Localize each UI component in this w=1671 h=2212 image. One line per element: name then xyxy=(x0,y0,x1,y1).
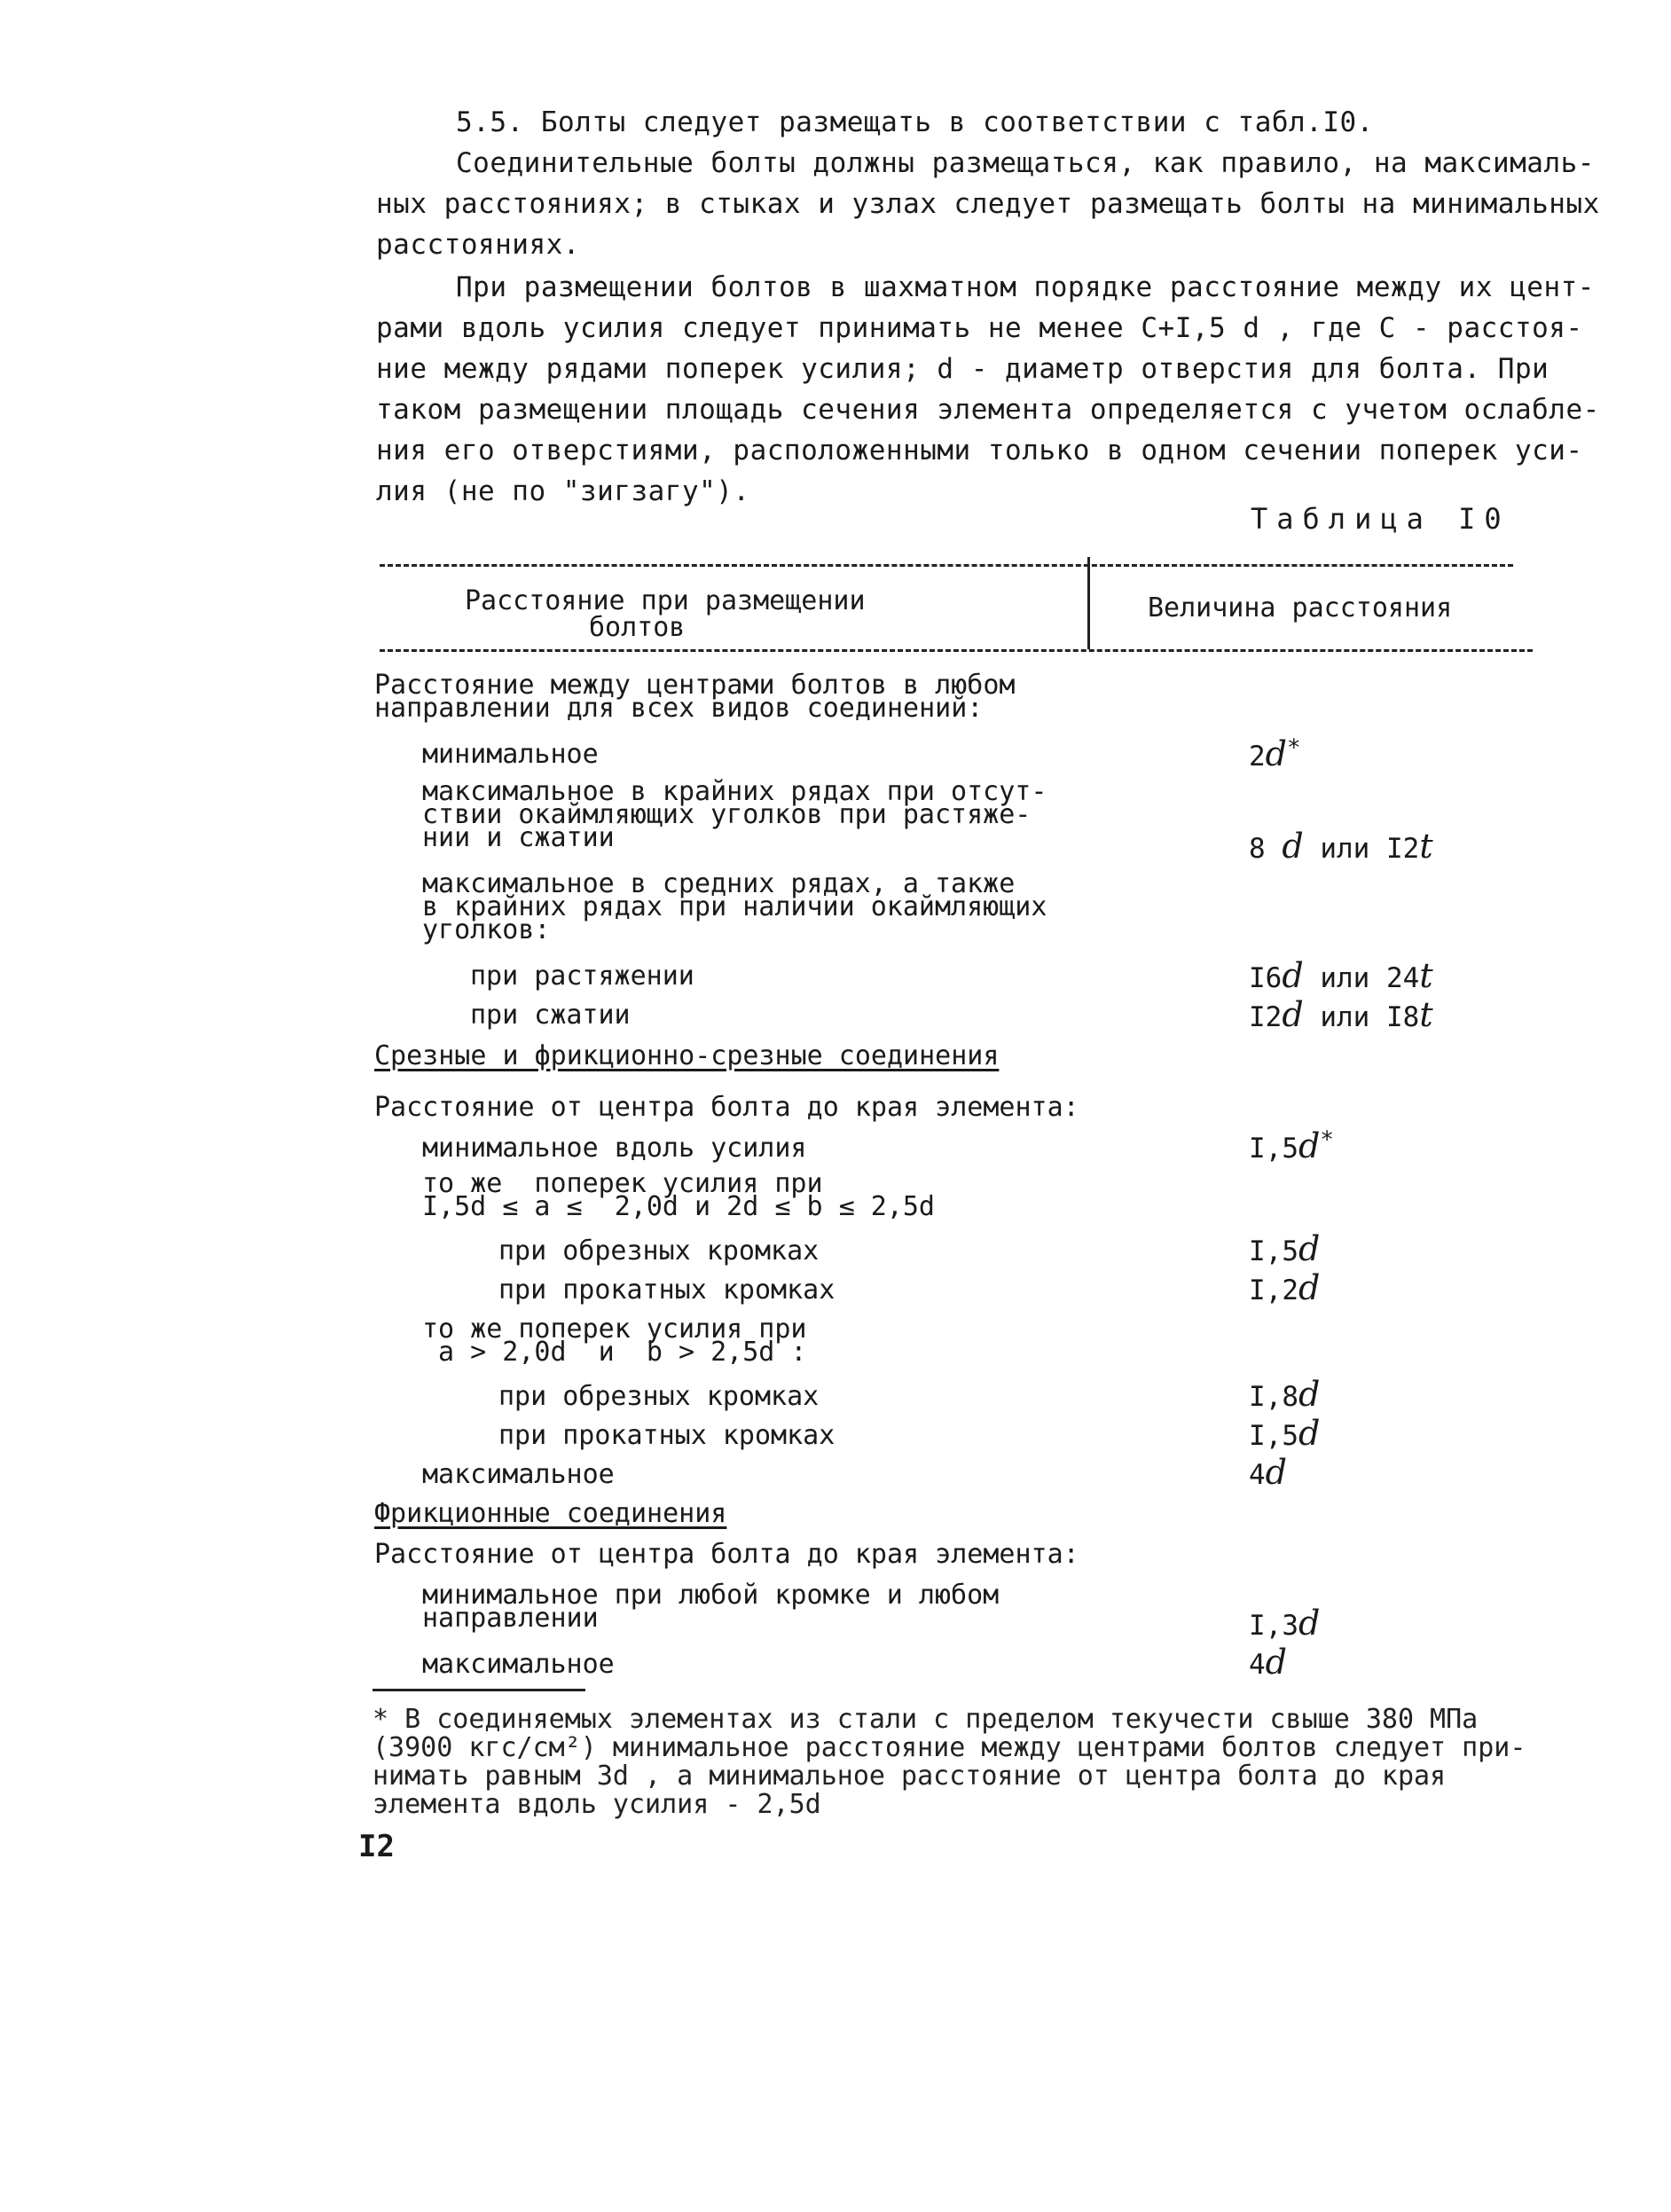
table-row-label: при растяжении xyxy=(470,961,694,992)
table-header-right: Величина расстояния xyxy=(1148,592,1453,624)
intro-line: рами вдоль усилия следует принимать не менее С+I,5 d , где С - расстоя- xyxy=(376,312,1583,344)
table-row-label: то же поперек усилия при I,5d ≤ a ≤ 2,0d и 2d ≤ b ≤ 2,5d xyxy=(422,1168,935,1222)
table-row-value: 2d* xyxy=(1249,734,1301,773)
table-row-label: при сжатии xyxy=(470,1000,631,1031)
table-top-rule xyxy=(380,564,1513,567)
table-row-value: 8 d или I2t xyxy=(1249,827,1433,866)
table-header-left: болтов xyxy=(589,612,686,643)
footnote-line: элемента вдоль усилия - 2,5d xyxy=(373,1789,821,1820)
table-row-value: I,5d xyxy=(1249,1414,1321,1453)
footnote-line: нимать равным 3d , а минимальное расстояние от центра болта до края xyxy=(373,1761,1447,1792)
intro-line: При размещении болтов в шахматном порядке расстояние между их цент- xyxy=(456,271,1595,303)
table-header-divider xyxy=(1087,557,1090,649)
table-row-label: то же поперек усилия при a > 2,0d и b > 2,5d : xyxy=(422,1314,807,1368)
table-header-left: Расстояние при размещении xyxy=(465,585,866,616)
intro-line: лия (не по "зигзагу"). xyxy=(376,475,750,507)
table-row-value: I,8d xyxy=(1249,1375,1321,1414)
table-row-label: Расстояние от центра болта до края элемента: xyxy=(374,1539,1079,1570)
section-heading: Фрикционные соединения xyxy=(374,1498,727,1529)
footnote-line: (3900 кгс/см²) минимальное расстояние между центрами болтов следует при- xyxy=(373,1732,1526,1763)
table-row-label: при прокатных кромках xyxy=(498,1420,836,1451)
table-row-label: минимальное вдоль усилия xyxy=(422,1133,807,1164)
table-row-value: I2d или I8t xyxy=(1249,995,1433,1034)
intro-line: ных расстояниях; в стыках и узлах следует размещать болты на минимальных xyxy=(376,188,1600,220)
table-row-label: при обрезных кромках xyxy=(498,1381,820,1412)
page-number: I2 xyxy=(358,1829,395,1864)
table-row-value: I6d или 24t xyxy=(1249,956,1433,995)
table-row-value: I,3d xyxy=(1249,1604,1321,1643)
table-row-label: минимальное xyxy=(422,739,599,770)
footnote-rule xyxy=(373,1689,585,1691)
intro-line: Соединительные болты должны размещаться, как правило, на максималь- xyxy=(456,147,1595,179)
intro-line: расстояниях. xyxy=(376,229,580,261)
table-row-label: минимальное при любой кромке и любом направлении xyxy=(422,1580,1000,1634)
footnote-line: * В соединяемых элементах из стали с пределом текучести свыше 380 МПа xyxy=(373,1704,1479,1735)
table-row-value: 4d xyxy=(1249,1643,1287,1682)
table-row-label: Расстояние от центра болта до края элемента: xyxy=(374,1092,1079,1123)
table-row-value: I,5d xyxy=(1249,1229,1321,1268)
table-row-value: 4d xyxy=(1249,1453,1287,1492)
table-header-bottom-rule xyxy=(380,649,1533,652)
table-row-label: максимальное xyxy=(422,1459,615,1490)
table-row-label: максимальное xyxy=(422,1649,615,1680)
table-row-label: при обрезных кромках xyxy=(498,1235,820,1267)
table-row-value: I,2d xyxy=(1249,1268,1321,1307)
intro-line: ние между рядами поперек усилия; d - диаметр отверстия для болта. При xyxy=(376,353,1549,385)
table-row-label: максимальное в средних рядах, а также в крайних рядах при наличии окаймляющих уголков: xyxy=(422,868,1047,945)
table-row-label: Расстояние между центрами болтов в любом направлении для всех видов соединений: xyxy=(374,670,1016,724)
intro-line: таком размещении площадь сечения элемента определяется с учетом ослабле- xyxy=(376,394,1600,426)
intro-line: 5.5. Болты следует размещать в соответствии с табл.I0. xyxy=(456,106,1374,138)
table-row-value: I,5d* xyxy=(1249,1126,1334,1165)
intro-line: ния его отверстиями, расположенными только в одном сечении поперек уси- xyxy=(376,435,1583,467)
table-row-label: максимальное в крайних рядах при отсут- ствии окаймляющих уголков при растяже- нии и сжатии xyxy=(422,776,1047,853)
table-caption: Таблица I0 xyxy=(1251,502,1510,536)
section-heading: Срезные и фрикционно-срезные соединения xyxy=(374,1040,1000,1071)
table-row-label: при прокатных кромках xyxy=(498,1275,836,1306)
